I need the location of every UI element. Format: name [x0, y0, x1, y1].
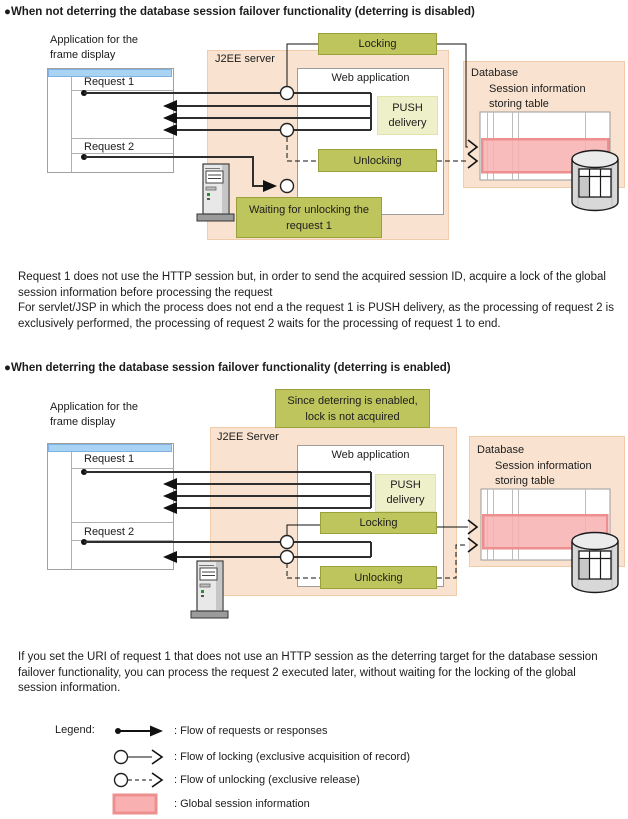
- server-icon-d2: [191, 561, 228, 618]
- locking-flow-d2: [287, 520, 477, 536]
- web-application-label-2: Web application: [331, 449, 410, 461]
- request2-label: Request 2: [84, 141, 135, 153]
- request2-flow-d1: [81, 154, 277, 192]
- j2ee-server-label: J2EE server: [215, 53, 275, 65]
- server-icon-d1: [197, 164, 234, 221]
- section2-paragraph: If you set the URI of request 1 that does not use an HTTP session as the deterring target for the database session failover functionality, you can process the request 2 executed later, without waiting for the locking of the global session information.: [18, 651, 598, 694]
- app-frame-label-2: Application for the frame display: [50, 401, 139, 428]
- app-frame-label: Application for the frame display: [50, 34, 139, 61]
- push-delivery-box: PUSH delivery: [377, 96, 438, 135]
- database-cylinder-icon-d1: [572, 151, 618, 211]
- legend-row-unlocking: : Flow of unlocking (exclusive release): [174, 774, 360, 786]
- request2-label-2: Request 2: [84, 526, 135, 538]
- section1-heading: ●When not deterring the database session failover functionality (deterring is disabled): [4, 6, 475, 18]
- session-table-label-2-line2: storing table: [495, 475, 555, 487]
- legend-label: Legend:: [55, 724, 95, 736]
- unlocking-flow-d1: [287, 137, 477, 168]
- locking-arrow-icon: [115, 750, 163, 764]
- locking-circle-d2: [281, 536, 294, 549]
- locking-box-2: Locking: [320, 512, 437, 534]
- global-session-swatch: [114, 795, 156, 813]
- deterring-note-box: Since deterring is enabled, lock is not acquired: [275, 389, 430, 428]
- legend-row-locking: : Flow of locking (exclusive acquisition of record): [174, 751, 410, 763]
- section1-paragraph-b: For servlet/JSP in which the process does not end a the request 1 is PUSH delivery, as the processing of request 2 is exclusively performed, the processing of request 2 waits for the processing of request 1 to end.: [18, 302, 614, 330]
- section1-paragraph-a: Request 1 does not use the HTTP session but, in order to send the acquired session ID, acquire a lock of the global session information before processing the request: [18, 271, 606, 299]
- database-cylinder-icon-d2: [572, 533, 618, 593]
- push-delivery-box-2: PUSH delivery: [375, 474, 436, 512]
- locking-circle-d1: [281, 87, 294, 100]
- frame-dividers-d2: [71, 452, 174, 570]
- j2ee-server-label-2: J2EE Server: [217, 431, 279, 443]
- locking-flow-d1: [287, 44, 477, 154]
- session-table-label-line2: storing table: [489, 98, 549, 110]
- request1-flow-d1: [81, 90, 371, 136]
- unlocking-circle-d1: [281, 124, 294, 137]
- request1-label-2: Request 1: [84, 453, 135, 465]
- unlocking-box-2: Unlocking: [320, 566, 437, 589]
- request2-flow-d2: [81, 539, 371, 563]
- legend-row-requests: : Flow of requests or responses: [174, 725, 328, 737]
- database-label-2: Database: [477, 444, 525, 456]
- session-table-label-2-line1: Session information: [495, 460, 592, 472]
- locking-box: Locking: [318, 33, 437, 55]
- request-arrow-icon: [115, 726, 163, 737]
- legend-row-global-session: : Global session information: [174, 798, 310, 810]
- request1-flow-d2: [81, 469, 371, 514]
- waiting-circle-d1: [281, 180, 294, 193]
- database-label: Database: [471, 67, 519, 79]
- waiting-box: Waiting for unlocking the request 1: [236, 197, 382, 238]
- unlocking-arrow-icon: [115, 773, 163, 787]
- unlocking-box: Unlocking: [318, 149, 437, 172]
- request1-label: Request 1: [84, 76, 135, 88]
- unlocking-circle-d2: [281, 551, 294, 564]
- session-table-label-line1: Session information: [489, 83, 586, 95]
- web-application-label: Web application: [331, 72, 410, 84]
- section2-heading: ●When deterring the database session failover functionality (deterring is enabled): [4, 362, 451, 374]
